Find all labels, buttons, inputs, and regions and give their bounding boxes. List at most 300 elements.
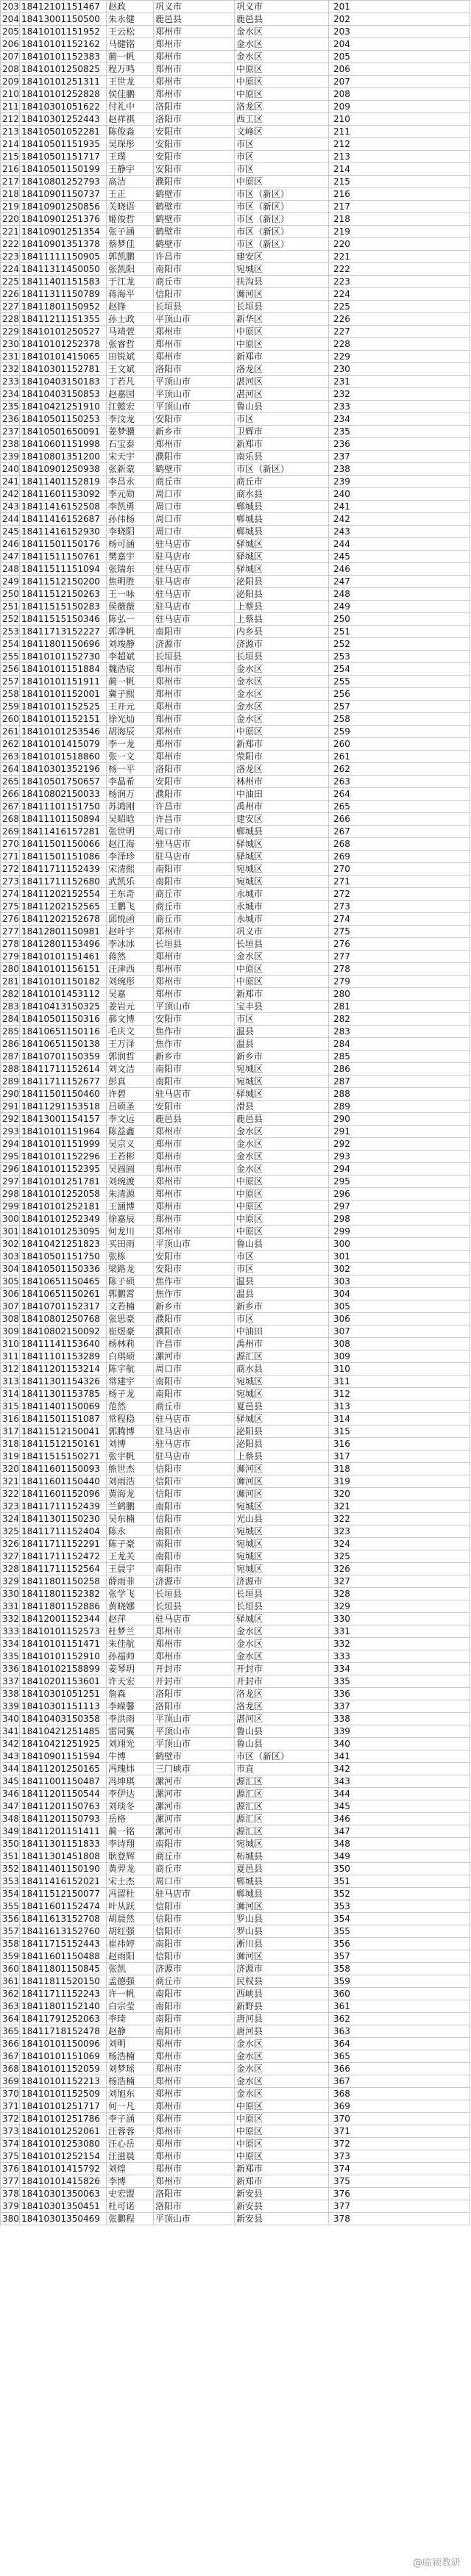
candidate-id: 18410301350469 (20, 2213, 107, 2225)
district-cell: 源汇区 (235, 1825, 329, 1838)
student-name: 张栋 (107, 1251, 154, 1263)
candidate-id: 18410301051622 (20, 101, 107, 113)
row-number: 289 (1, 1076, 20, 1088)
student-name: 李嵘馨 (107, 1700, 154, 1713)
city-cell: 周口市 (154, 826, 235, 838)
district-cell: 济源市 (235, 638, 329, 651)
student-name: 范然 (107, 1400, 154, 1413)
rank-cell: 346 (329, 1813, 470, 1825)
table-row (1, 576, 470, 588)
rank-cell: 333 (329, 1650, 470, 1663)
table-row (1, 1413, 470, 1425)
row-number: 378 (1, 2188, 20, 2200)
candidate-id: 18410101252349 (20, 1213, 107, 1226)
rank-cell: 226 (329, 313, 470, 326)
row-number: 247 (1, 551, 20, 563)
district-cell: 建安区 (235, 813, 329, 826)
student-name: 张瑞东 (107, 563, 154, 576)
candidate-id: 18410501151935 (20, 138, 107, 151)
city-cell: 郑州市 (154, 438, 235, 451)
table-row (1, 1475, 470, 1488)
table-row (1, 1638, 470, 1650)
city-cell: 驻马店市 (154, 1438, 235, 1450)
candidate-id: 18411601150488 (20, 1950, 107, 1963)
row-number: 313 (1, 1375, 20, 1388)
row-number: 205 (1, 26, 20, 38)
city-cell: 南阳市 (154, 626, 235, 638)
row-number: 311 (1, 1350, 20, 1363)
district-cell: 源汇区 (235, 1350, 329, 1363)
table-row (1, 1101, 470, 1113)
candidate-id: 18410901150737 (20, 188, 107, 201)
district-cell: 金水区 (235, 1126, 329, 1138)
row-number: 371 (1, 2100, 20, 2113)
city-cell: 驻马店市 (154, 1425, 235, 1438)
student-name: 许天宏 (107, 1675, 154, 1688)
rank-cell: 279 (329, 976, 470, 988)
student-name: 孟德强 (107, 1975, 154, 1988)
candidate-id: 18411711152564 (20, 1563, 107, 1575)
city-cell: 郑州市 (154, 1151, 235, 1163)
student-name: 文若楠 (107, 1300, 154, 1313)
table-row (1, 1600, 470, 1613)
candidate-id: 18410801351200 (20, 451, 107, 463)
table-row (1, 613, 470, 626)
city-cell: 鹿邑县 (154, 13, 235, 26)
candidate-id: 18410501151717 (20, 151, 107, 163)
student-name: 常程稳 (107, 1413, 154, 1425)
row-number: 350 (1, 1838, 20, 1850)
rank-cell: 375 (329, 2175, 470, 2188)
city-cell: 商丘市 (154, 1863, 235, 1875)
student-name: 王若彬 (107, 1151, 154, 1163)
candidate-id: 18410101152910 (20, 1650, 107, 1663)
student-name: 熊世杰 (107, 1463, 154, 1475)
table-row (1, 426, 470, 438)
student-name: 吴昭晗 (107, 813, 154, 826)
city-cell: 长垣县 (154, 651, 235, 663)
row-number: 267 (1, 801, 20, 813)
student-name: 许碧 (107, 1088, 154, 1101)
district-cell: 市区 (235, 1263, 329, 1276)
student-name: 刘煌 (107, 2163, 154, 2175)
district-cell: 中原区 (235, 1226, 329, 1238)
table-row (1, 1763, 470, 1775)
city-cell: 周口市 (154, 1875, 235, 1888)
row-number: 242 (1, 488, 20, 501)
student-name: 冀子熙 (107, 688, 154, 701)
student-name: 赵政 (107, 1, 154, 13)
city-cell: 鹿邑县 (154, 1113, 235, 1126)
candidate-id: 18411416152930 (20, 526, 107, 538)
district-cell: 金水区 (235, 2075, 329, 2088)
district-cell: 宛城区 (235, 1550, 329, 1563)
row-number: 207 (1, 51, 20, 63)
rank-cell: 308 (329, 1338, 470, 1350)
candidate-id: 18413001154157 (20, 1113, 107, 1126)
district-cell: 上蔡县 (235, 601, 329, 613)
row-number: 216 (1, 163, 20, 176)
rank-cell: 289 (329, 1101, 470, 1113)
rank-cell: 329 (329, 1600, 470, 1613)
rank-cell: 339 (329, 1725, 470, 1738)
district-cell: 内乡县 (235, 626, 329, 638)
table-row (1, 1113, 470, 1126)
rank-cell: 267 (329, 826, 470, 838)
city-cell: 安阳市 (154, 138, 235, 151)
candidate-id: 18411111150905 (20, 251, 107, 263)
watermark: @临颍教研 (412, 2558, 461, 2569)
district-cell: 湛河区 (235, 1713, 329, 1725)
table-row (1, 1513, 470, 1525)
table-row (1, 1813, 470, 1825)
row-number: 320 (1, 1463, 20, 1475)
student-name: 杨子龙 (107, 1388, 154, 1400)
rank-cell: 376 (329, 2188, 470, 2200)
table-row (1, 763, 470, 776)
table-row (1, 1688, 470, 1700)
district-cell: 金水区 (235, 1650, 329, 1663)
candidate-id: 18411301451808 (20, 1850, 107, 1863)
rank-cell: 361 (329, 2000, 470, 2013)
table-row (1, 2088, 470, 2100)
rank-cell: 344 (329, 1788, 470, 1800)
city-cell: 南阳市 (154, 1938, 235, 1950)
district-cell: 市区 (235, 413, 329, 426)
student-name: 张思豪 (107, 1313, 154, 1325)
student-name: 朱清源 (107, 1188, 154, 1201)
candidate-id: 18411801152886 (20, 1600, 107, 1613)
candidate-id: 18410501150316 (20, 1013, 107, 1026)
table-row (1, 588, 470, 601)
candidate-id: 18410301350451 (20, 2200, 107, 2213)
row-number: 334 (1, 1638, 20, 1650)
row-number: 299 (1, 1201, 20, 1213)
student-name: 牛博 (107, 1750, 154, 1763)
district-cell: 驿城区 (235, 1613, 329, 1625)
table-row (1, 1163, 470, 1176)
city-cell: 信阳市 (154, 288, 235, 301)
city-cell: 南阳市 (154, 1563, 235, 1575)
district-cell: 市区（新区） (235, 201, 329, 213)
candidate-id: 18410101251781 (20, 1176, 107, 1188)
rank-cell: 238 (329, 463, 470, 476)
table-row (1, 1838, 470, 1850)
district-cell: 中原区 (235, 176, 329, 188)
rank-cell: 352 (329, 1888, 470, 1900)
row-number: 370 (1, 2088, 20, 2100)
rank-cell: 291 (329, 1126, 470, 1138)
student-name: 刘翊光 (107, 1738, 154, 1750)
row-number: 337 (1, 1675, 20, 1688)
row-number: 296 (1, 1163, 20, 1176)
district-cell: 宛城区 (235, 1063, 329, 1076)
rank-cell: 207 (329, 76, 470, 88)
city-cell: 郑州市 (154, 1201, 235, 1213)
rank-cell: 237 (329, 451, 470, 463)
district-cell: 光山县 (235, 1513, 329, 1525)
city-cell: 郑州市 (154, 976, 235, 988)
table-row (1, 413, 470, 426)
district-cell: 中原区 (235, 2138, 329, 2150)
student-name: 王鹏飞 (107, 901, 154, 913)
city-cell: 信阳市 (154, 1488, 235, 1500)
row-number: 272 (1, 863, 20, 876)
rank-cell: 323 (329, 1525, 470, 1538)
district-cell: 浉河区 (235, 1475, 329, 1488)
rank-cell: 325 (329, 1550, 470, 1563)
rank-cell: 324 (329, 1538, 470, 1550)
district-cell: 浉河区 (235, 1900, 329, 1913)
city-cell: 郑州市 (154, 751, 235, 763)
candidate-id: 18410501750657 (20, 776, 107, 788)
district-cell: 扶沟县 (235, 276, 329, 288)
student-name: 刘琬彤 (107, 976, 154, 988)
city-cell: 鹤壁市 (154, 213, 235, 226)
table-row (1, 976, 470, 988)
rank-cell: 319 (329, 1475, 470, 1488)
student-name: 赵萍 (107, 1613, 154, 1625)
row-number: 325 (1, 1525, 20, 1538)
rank-cell: 260 (329, 738, 470, 751)
rank-cell: 349 (329, 1850, 470, 1863)
row-number: 309 (1, 1325, 20, 1338)
candidate-id: 18411512150200 (20, 576, 107, 588)
student-name: 胡晨然 (107, 1913, 154, 1925)
student-name: 郭润哲 (107, 1051, 154, 1063)
district-cell: 宝丰县 (235, 1001, 329, 1013)
candidate-id: 18411811520150 (20, 1975, 107, 1988)
student-name: 何一凡 (107, 2100, 154, 2113)
student-name: 冯留杜 (107, 1888, 154, 1900)
student-name: 李凯勇 (107, 501, 154, 513)
city-cell: 信阳市 (154, 1913, 235, 1925)
table-row (1, 113, 470, 126)
table-row (1, 251, 470, 263)
district-cell: 中原区 (235, 2150, 329, 2163)
row-number: 244 (1, 513, 20, 526)
table-row (1, 1300, 470, 1313)
city-cell: 新乡市 (154, 426, 235, 438)
city-cell: 周口市 (154, 488, 235, 501)
candidate-id: 18410421251925 (20, 1738, 107, 1750)
student-name: 马靖萱 (107, 326, 154, 338)
candidate-id: 18410403150853 (20, 388, 107, 401)
candidate-id: 18411801150696 (20, 638, 107, 651)
city-cell: 信阳市 (154, 1513, 235, 1525)
district-cell: 新安县 (235, 2213, 329, 2225)
rank-cell: 326 (329, 1563, 470, 1575)
district-cell: 驿城区 (235, 1413, 329, 1425)
row-number: 221 (1, 226, 20, 238)
district-cell: 源汇区 (235, 1813, 329, 1825)
city-cell: 信阳市 (154, 1925, 235, 1938)
table-row (1, 963, 470, 976)
row-number: 260 (1, 713, 20, 726)
student-name: 王世龙 (107, 76, 154, 88)
candidate-id: 18411416152687 (20, 513, 107, 526)
district-cell: 鹿邑县 (235, 13, 329, 26)
table-row (1, 476, 470, 488)
candidate-id: 18411601153092 (20, 488, 107, 501)
candidate-id: 18411416152021 (20, 1875, 107, 1888)
table-row (1, 1788, 470, 1800)
city-cell: 郑州市 (154, 2163, 235, 2175)
district-cell: 禹州市 (235, 1338, 329, 1350)
student-name: 王万泽 (107, 1038, 154, 1051)
candidate-id: 18410403150358 (20, 1713, 107, 1725)
table-row (1, 201, 470, 213)
rank-cell: 322 (329, 1513, 470, 1525)
rank-cell: 219 (329, 226, 470, 238)
row-number: 249 (1, 576, 20, 588)
row-number: 339 (1, 1700, 20, 1713)
city-cell: 郑州市 (154, 76, 235, 88)
city-cell: 郑州市 (154, 2113, 235, 2125)
student-name: 詹森 (107, 1688, 154, 1700)
city-cell: 郑州市 (154, 726, 235, 738)
student-name: 马健铭 (107, 38, 154, 51)
rank-cell: 246 (329, 563, 470, 576)
row-number: 286 (1, 1038, 20, 1051)
city-cell: 南阳市 (154, 1538, 235, 1550)
candidate-id: 18410101250825 (20, 63, 107, 76)
rank-cell: 245 (329, 551, 470, 563)
rank-cell: 278 (329, 963, 470, 976)
student-name: 杨浩楠 (107, 2075, 154, 2088)
row-number: 225 (1, 276, 20, 288)
student-name: 白琪硕 (107, 1350, 154, 1363)
district-cell: 驿城区 (235, 538, 329, 551)
row-number: 222 (1, 238, 20, 251)
row-number: 341 (1, 1725, 20, 1738)
rank-cell: 338 (329, 1713, 470, 1725)
district-cell: 商水县 (235, 488, 329, 501)
table-row (1, 651, 470, 663)
rank-cell: 360 (329, 1988, 470, 2000)
candidate-id: 18411291153518 (20, 1101, 107, 1113)
district-cell: 唐河县 (235, 2013, 329, 2025)
row-number: 254 (1, 638, 20, 651)
student-name: 邱悦函 (107, 913, 154, 926)
row-number: 266 (1, 788, 20, 801)
city-cell: 洛阳市 (154, 363, 235, 376)
table-row (1, 276, 470, 288)
student-name: 薛雨菲 (107, 1575, 154, 1588)
table-row (1, 401, 470, 413)
row-number: 323 (1, 1500, 20, 1513)
row-number: 279 (1, 951, 20, 963)
table-row (1, 1850, 470, 1863)
candidate-id: 18411711152439 (20, 1500, 107, 1513)
row-number: 206 (1, 38, 20, 51)
district-cell: 长垣县 (235, 651, 329, 663)
rank-cell: 321 (329, 1500, 470, 1513)
row-number: 274 (1, 888, 20, 901)
student-name: 侯佳鹏 (107, 88, 154, 101)
row-number: 298 (1, 1188, 20, 1201)
student-name: 孙士政 (107, 313, 154, 326)
table-row (1, 76, 470, 88)
city-cell: 郑州市 (154, 88, 235, 101)
student-name: 蒋海平 (107, 288, 154, 301)
rank-cell: 271 (329, 876, 470, 888)
district-cell: 长垣县 (235, 938, 329, 951)
district-cell: 源汇区 (235, 1800, 329, 1813)
city-cell: 南阳市 (154, 876, 235, 888)
row-number: 234 (1, 388, 20, 401)
table-row (1, 788, 470, 801)
row-number: 271 (1, 851, 20, 863)
student-name: 赵雨阳 (107, 1950, 154, 1963)
row-number: 362 (1, 1988, 20, 2000)
rank-cell: 252 (329, 638, 470, 651)
district-cell: 金水区 (235, 26, 329, 38)
candidate-id: 18410802150033 (20, 788, 107, 801)
city-cell: 商丘市 (154, 888, 235, 901)
table-row (1, 676, 470, 688)
city-cell: 濮阳市 (154, 1325, 235, 1338)
row-number: 306 (1, 1288, 20, 1300)
row-number: 208 (1, 63, 20, 76)
candidate-id: 18411501150460 (20, 1088, 107, 1101)
city-cell: 焦作市 (154, 1038, 235, 1051)
row-number: 315 (1, 1400, 20, 1413)
city-cell: 安阳市 (154, 1251, 235, 1263)
student-name: 李超斌 (107, 651, 154, 663)
row-number: 316 (1, 1413, 20, 1425)
candidate-id: 18411512150041 (20, 1425, 107, 1438)
table-row (1, 1213, 470, 1226)
row-number: 314 (1, 1388, 20, 1400)
row-number: 251 (1, 601, 20, 613)
student-name: 高洁 (107, 176, 154, 188)
student-name: 王晨宇 (107, 1563, 154, 1575)
rank-cell: 283 (329, 1026, 470, 1038)
table-row (1, 1863, 470, 1875)
district-cell: 济源市 (235, 1575, 329, 1588)
student-name: 武凯乐 (107, 876, 154, 888)
city-cell: 商丘市 (154, 1400, 235, 1413)
table-row (1, 1925, 470, 1938)
candidate-id: 18410101152059 (20, 2063, 107, 2075)
candidate-id: 18410301051251 (20, 1688, 107, 1700)
row-number: 224 (1, 263, 20, 276)
rank-cell: 264 (329, 788, 470, 801)
candidate-id: 18410101151461 (20, 951, 107, 963)
candidate-id: 18410101415826 (20, 2175, 107, 2188)
city-cell: 安阳市 (154, 1263, 235, 1276)
table-row (1, 801, 470, 813)
row-number: 292 (1, 1113, 20, 1126)
candidate-id: 18410101252181 (20, 1201, 107, 1213)
candidate-id: 18411801152140 (20, 2000, 107, 2013)
student-name: 郭净帆 (107, 626, 154, 638)
district-cell: 卫辉市 (235, 426, 329, 438)
city-cell: 安阳市 (154, 1101, 235, 1113)
row-number: 265 (1, 776, 20, 788)
table-row (1, 1288, 470, 1300)
student-name: 陈俊淼 (107, 126, 154, 138)
candidate-id: 18412801150981 (20, 926, 107, 938)
city-cell: 驻马店市 (154, 1413, 235, 1425)
candidate-id: 18411801150952 (20, 301, 107, 313)
student-name: 程万鸣 (107, 63, 154, 76)
table-row (1, 451, 470, 463)
candidate-id: 18410651150261 (20, 1288, 107, 1300)
candidate-id: 18411101150894 (20, 813, 107, 826)
district-cell: 温县 (235, 1288, 329, 1300)
